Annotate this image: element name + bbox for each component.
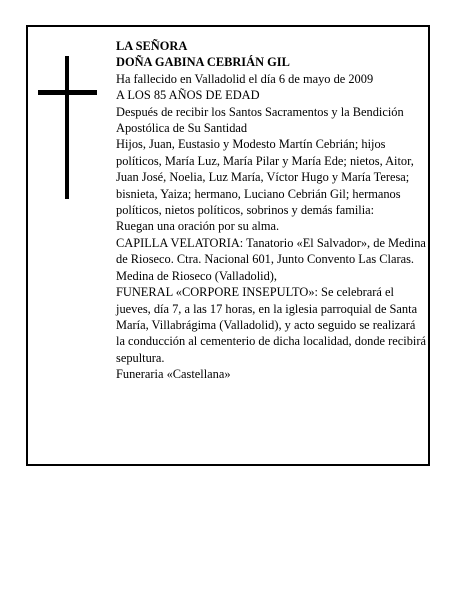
cross-horizontal-bar: [38, 90, 97, 95]
obituary-frame: [26, 25, 430, 466]
title-la-senora: LA SEÑORA: [116, 39, 188, 53]
funeral-home-line: Funeraria «Castellana»: [116, 367, 231, 382]
death-date-line: Ha fallecido en Valladolid el día 6 de mayo de 2009: [116, 71, 374, 86]
family-paragraph: Hijos, Juan, Eustasio y Modesto Martín Cebrián; hijos políticos, María Luz, María Pilar y María Ede; nietos, Aitor, Juan José, Noelia, Luz María, Víctor Hugo y María Teresa; bisnieta, Yaiza; hermano, Luciano Cebrián Gil; hermanos políticos, nietos políticos, sobrinos y demás familia:: [116, 137, 414, 218]
cross-icon: [38, 56, 98, 200]
sacraments-paragraph: Después de recibir los Santos Sacramentos y la Bendición Apostólica de Su Santidad: [116, 104, 404, 136]
prayer-line: Ruegan una oración por su alma.: [116, 219, 280, 234]
obituary-text: [116, 38, 426, 383]
funeral-paragraph: FUNERAL «CORPORE INSEPULTO»: Se celebrará el jueves, día 7, a las 17 horas, en la iglesia parroquial de Santa María, Villabrágima (Valladolid), y acto seguido se realizará la conducción al cementerio de dicha localidad, donde recibirá sepultura.: [116, 285, 426, 365]
deceased-name: DOÑA GABINA CEBRIÁN GIL: [116, 55, 290, 70]
cross-vertical-bar: [65, 56, 69, 199]
chapel-paragraph: CAPILLA VELATORIA: Tanatorio «El Salvador», de Medina de Rioseco. Ctra. Nacional 601, Junto Convento Las Claras. Medina de Rioseco (Valladolid),: [116, 235, 426, 283]
age-line: A LOS 85 AÑOS DE EDAD: [116, 88, 260, 103]
